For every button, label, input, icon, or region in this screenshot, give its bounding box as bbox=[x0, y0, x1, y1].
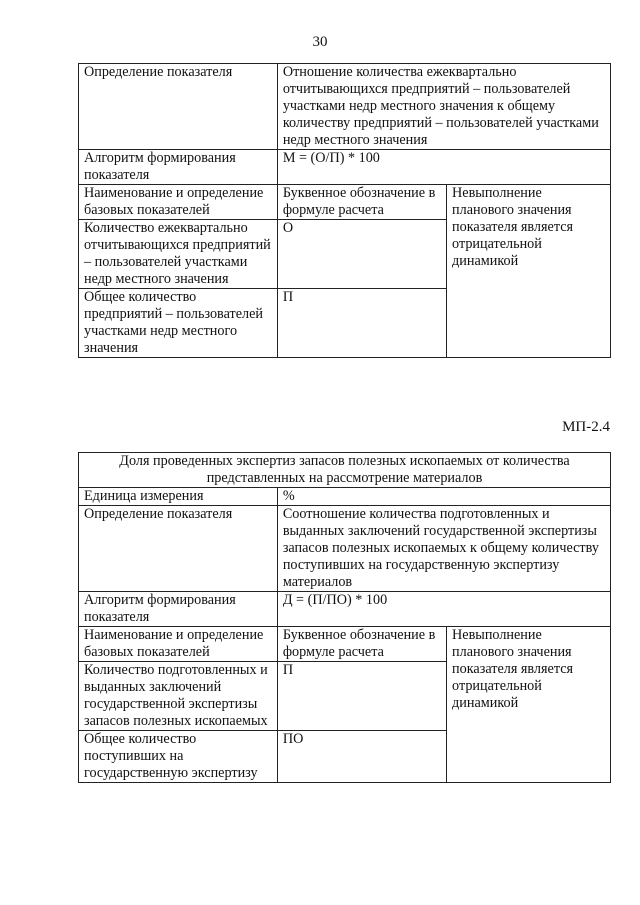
indicator-title: Доля проведенных экспертиз запасов полезных ископаемых от количества представленных на рассмотрение материалов bbox=[79, 453, 611, 488]
base-indicator-letter: ПО bbox=[277, 731, 446, 783]
unit-value: % bbox=[277, 488, 610, 506]
base-indicator-letter: О bbox=[277, 220, 446, 289]
indicator-table-2 bbox=[78, 452, 611, 783]
base-header-row bbox=[79, 627, 611, 662]
base-indicator-letter: П bbox=[277, 289, 446, 358]
definition-value: Соотношение количества подготовленных и выданных заключений государственной экспертизы запасов полезных ископаемых к общему количеству поступивших на государственную экспертизу материалов bbox=[277, 506, 610, 592]
algorithm-label: Алгоритм формирования показателя bbox=[79, 592, 278, 627]
algorithm-formula: М = (О/П) * 100 bbox=[277, 150, 610, 185]
definition-row bbox=[79, 64, 611, 150]
base-indicator-name: Количество подготовленных и выданных заключений государственной экспертизы запасов полезных ископаемых bbox=[79, 662, 278, 731]
base-header-row bbox=[79, 185, 611, 220]
base-indicator-name: Общее количество поступивших на государственную экспертизу bbox=[79, 731, 278, 783]
page-number: 30 bbox=[312, 34, 328, 50]
indicator-table-1 bbox=[78, 63, 611, 358]
letter-designation-label: Буквенное обозначение в формуле расчета bbox=[277, 627, 446, 662]
definition-value: Отношение количества ежеквартально отчитывающихся предприятий – пользователей участками недр местного значения к общему количеству предприятий – пользователей участками недр местного значения bbox=[277, 64, 610, 150]
definition-row bbox=[79, 506, 611, 592]
base-indicator-name: Общее количество предприятий – пользователей участками недр местного значения bbox=[79, 289, 278, 358]
definition-label: Определение показателя bbox=[79, 64, 278, 150]
unit-row bbox=[79, 488, 611, 506]
dynamics-note: Невыполнение планового значения показателя является отрицательной динамикой bbox=[447, 627, 611, 783]
letter-designation-label: Буквенное обозначение в формуле расчета bbox=[277, 185, 446, 220]
base-indicators-label: Наименование и определение базовых показателей bbox=[79, 185, 278, 220]
algorithm-label: Алгоритм формирования показателя bbox=[79, 150, 278, 185]
base-indicator-name: Количество ежеквартально отчитывающихся предприятий – пользователей участками недр местного значения bbox=[79, 220, 278, 289]
algorithm-formula: Д = (П/ПО) * 100 bbox=[277, 592, 610, 627]
definition-label: Определение показателя bbox=[79, 506, 278, 592]
title-row bbox=[79, 453, 611, 488]
dynamics-note: Невыполнение планового значения показателя является отрицательной динамикой bbox=[447, 185, 611, 358]
indicator-code: МП-2.4 bbox=[562, 419, 610, 435]
algorithm-row bbox=[79, 592, 611, 627]
algorithm-row bbox=[79, 150, 611, 185]
base-indicator-letter: П bbox=[277, 662, 446, 731]
unit-label: Единица измерения bbox=[79, 488, 278, 506]
base-indicators-label: Наименование и определение базовых показателей bbox=[79, 627, 278, 662]
